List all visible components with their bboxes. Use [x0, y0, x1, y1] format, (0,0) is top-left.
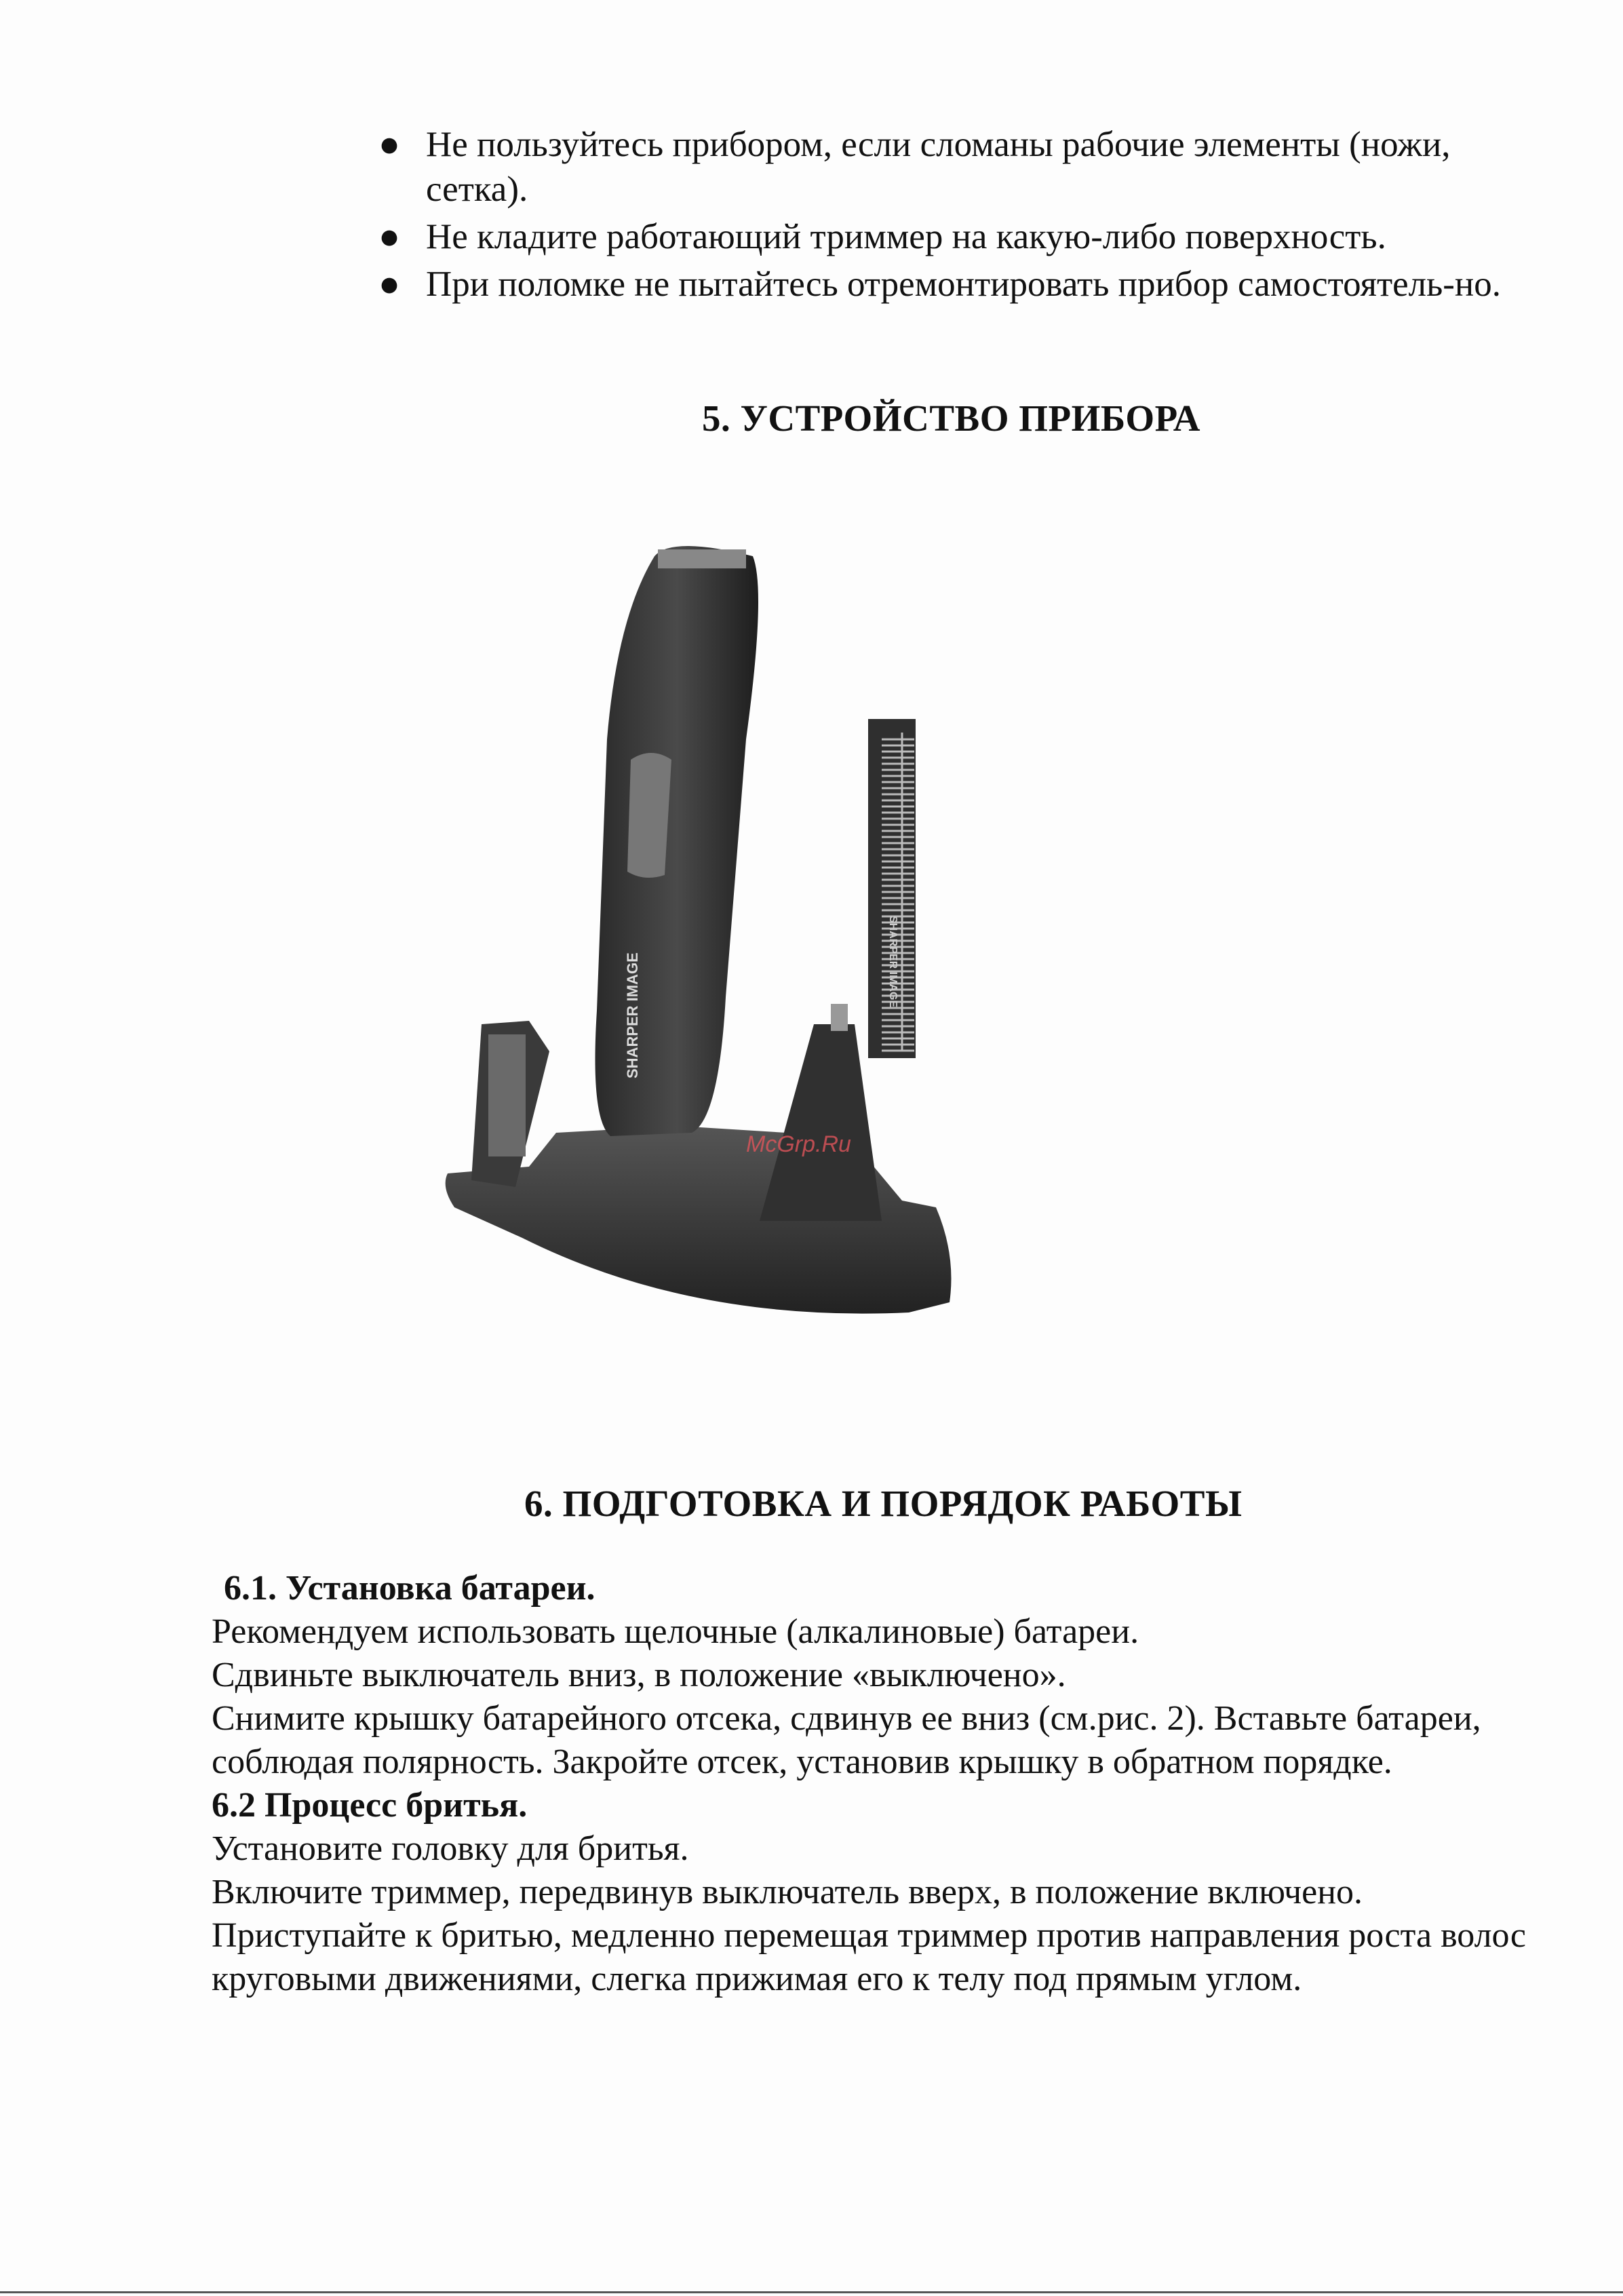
nose-trimmer-attachment [760, 1024, 882, 1221]
nose-trimmer-tip [831, 1004, 848, 1031]
bullet-icon: ● [378, 265, 401, 304]
bullet-text: Не пользуйтесь прибором, если сломаны рабочие элементы (ножи, сетка). [426, 125, 1451, 209]
watermark: McGrp.Ru [746, 1131, 851, 1157]
bullet-icon: ● [378, 125, 401, 164]
power-switch [627, 753, 671, 878]
section-6-body [212, 1567, 1541, 2001]
list-item [366, 262, 1533, 307]
trimmer-brand-text: SHARPER IMAGE [624, 952, 641, 1078]
paragraph: Снимите крышку батарейного отсека, сдвинув ее вниз (см.рис. 2). Вставьте батареи, соблюдая полярность. Закройте отсек, установив крышку в обратном порядке. [212, 1699, 1481, 1781]
bullet-text: При поломке не пытайтесь отремонтировать прибор самостоятель-но. [426, 265, 1502, 304]
paragraph: Рекомендуем использовать щелочные (алкалиновые) батареи. [212, 1612, 1139, 1651]
trimmer-body [595, 546, 759, 1136]
list-item [366, 122, 1533, 212]
paragraph: Установите головку для бритья. [212, 1829, 689, 1868]
bullet-text: Не кладите работающий триммер на какую-либо поверхность. [426, 217, 1386, 256]
section-5-heading: 5. УСТРОЙСТВО ПРИБОРА [702, 397, 1200, 439]
bullet-icon: ● [378, 217, 401, 256]
comb-brand-text: SHARPER IMAGE [887, 916, 899, 1008]
subsection-6-1-title: 6.1. Установка батареи. [224, 1569, 595, 1608]
list-item [366, 214, 1533, 259]
warning-list [366, 122, 1533, 309]
paragraph: Сдвиньте выключатель вниз, в положение «выключено». [212, 1656, 1066, 1694]
trimmer-photo [434, 536, 963, 1350]
paragraph: Включите триммер, передвинув выключатель вверх, в положение включено. [212, 1873, 1363, 1911]
page-bottom-edge [0, 2291, 1623, 2293]
section-6-heading: 6. ПОДГОТОВКА И ПОРЯДОК РАБОТЫ [524, 1483, 1243, 1524]
trimmer-blade [658, 549, 746, 568]
shaver-foil [488, 1034, 526, 1156]
paragraph: Приступайте к бритью, медленно перемещая триммер против направления роста волос круговыми движениями, слегка прижимая его к телу под прямым углом. [212, 1916, 1526, 1998]
subsection-6-2-title: 6.2 Процесс бритья. [212, 1786, 528, 1825]
